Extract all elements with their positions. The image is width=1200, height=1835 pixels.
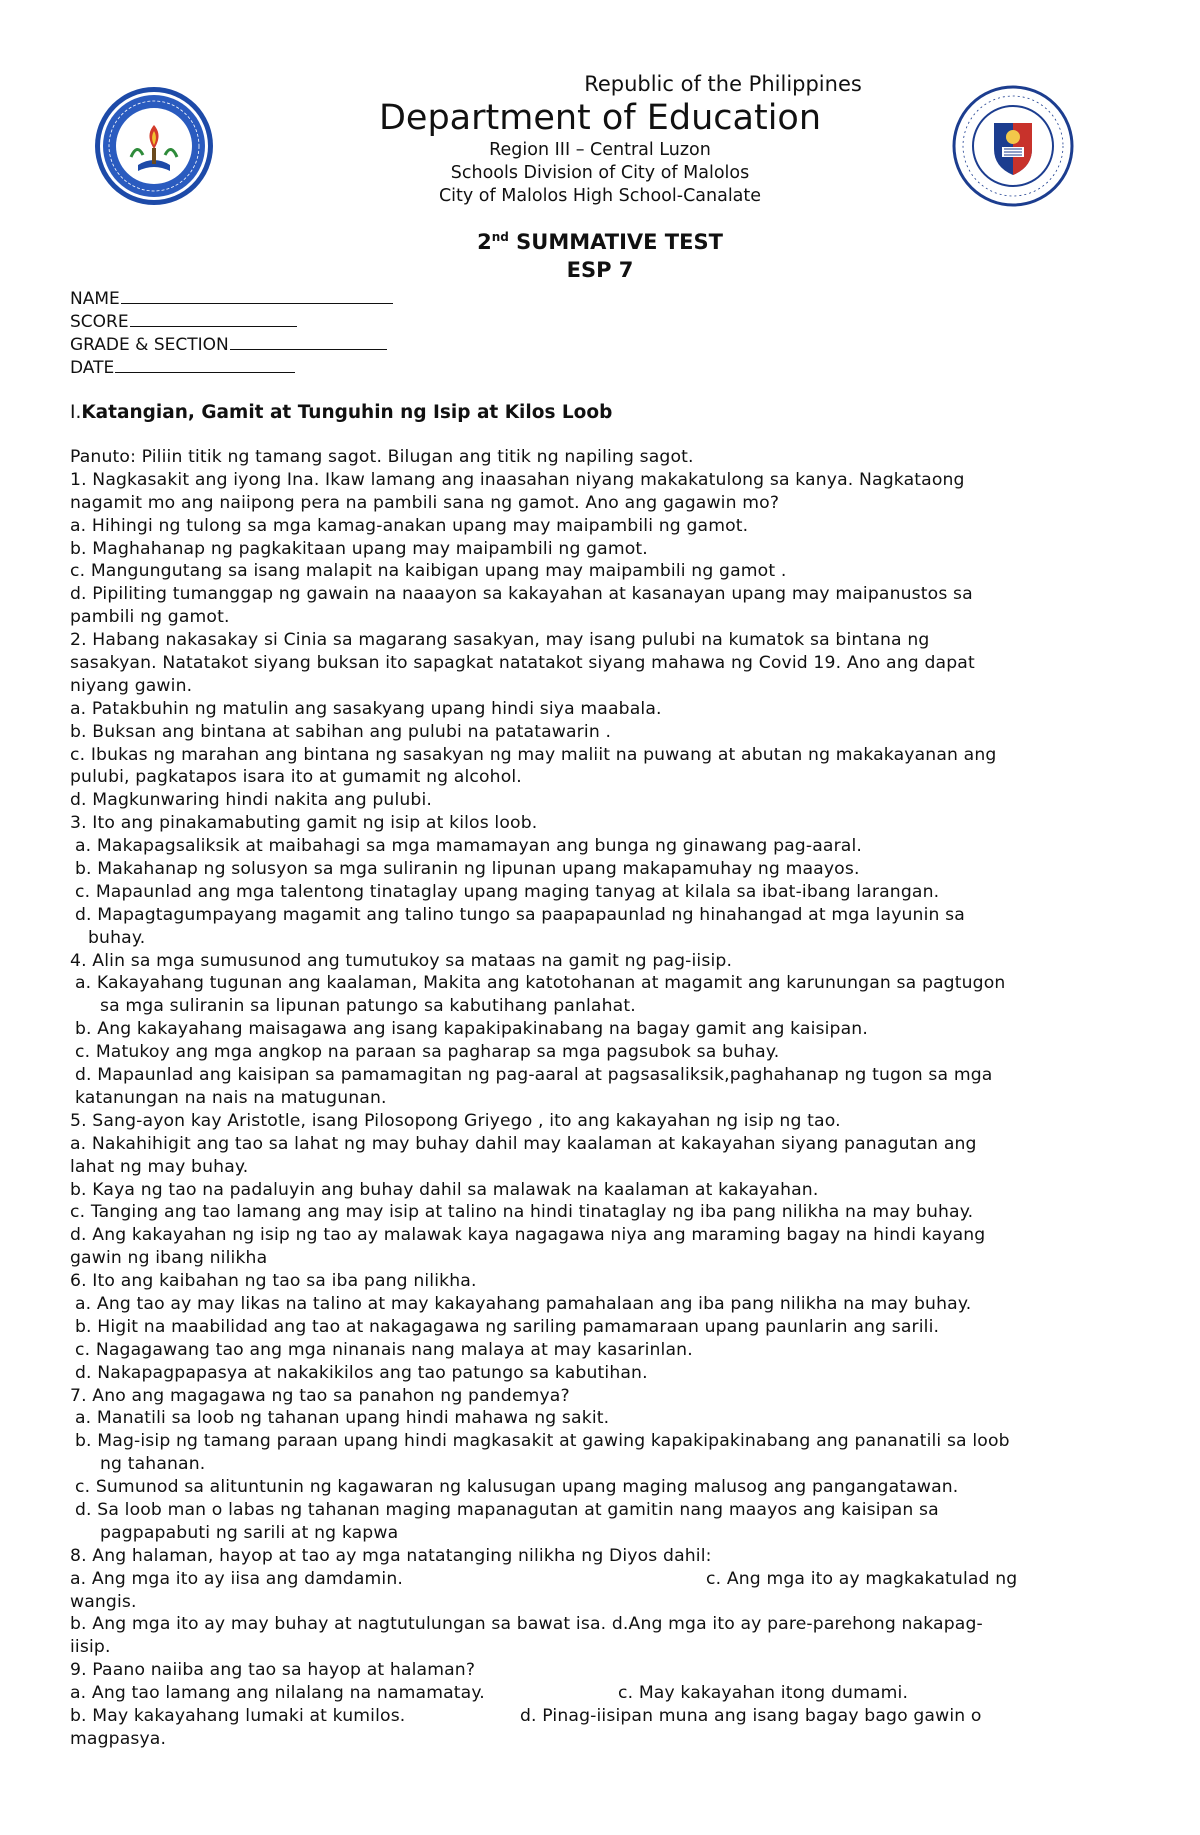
line-text: lahat ng may buhay. — [70, 1156, 249, 1177]
text-line — [70, 1224, 1130, 1247]
line-text: d. Mapagtagumpayang magamit ang talino tungo sa paapapaunlad ng hinahangad at mga layunin sa — [75, 904, 965, 925]
line-text: b. Ang mga ito ay may buhay at nagtutulungan sa bawat isa. d.Ang mga ito ay pare-parehong nakapag- — [70, 1614, 983, 1635]
deped-seal-logo — [952, 85, 1074, 207]
text-line — [70, 1385, 1130, 1408]
line-text: 5. Sang-ayon kay Aristotle, isang Pilosopong Griyego , ito ang kakayahan ng isip ng tao. — [70, 1110, 841, 1131]
text-line — [70, 1018, 1130, 1041]
line-text-column-b: d. Pinag-iisipan muna ang isang bagay bago gawin o — [520, 1705, 982, 1726]
department-heading: Department of Education — [378, 98, 822, 138]
grade-section-field[interactable] — [70, 333, 387, 355]
text-line — [70, 1636, 1130, 1659]
text-line — [70, 721, 1130, 744]
text-line — [70, 1613, 1130, 1636]
text-line — [70, 1087, 1130, 1110]
text-line — [70, 766, 1130, 789]
line-text: 1. Nagkasakit ang iyong Ina. Ikaw lamang ang inaasahan niyang makakatulong sa kanya. Nagkataong — [70, 469, 965, 490]
text-line — [70, 1499, 1130, 1522]
text-line — [70, 972, 1130, 995]
line-text: c. Ibukas ng marahan ang bintana ng sasakyan ng may maliit na puwang at abutan ng makakayanan ang — [70, 744, 997, 765]
line-text: Panuto: Piliin titik ng tamang sagot. Bilugan ang titik ng napiling sagot. — [70, 447, 694, 467]
text-line — [70, 1453, 1130, 1476]
line-text: c. Sumunod sa alituntunin ng kagawaran ng kalusugan upang maging malusog ang pangangatawan. — [75, 1477, 959, 1498]
line-text: b. Maghahanap ng pagkakitaan upang may maipambili ng gamot. — [70, 538, 648, 559]
line-text: a. Ang tao ay may likas na talino at may kakayahang pamahalaan ang iba pang nilikha na may buhay. — [75, 1293, 972, 1314]
text-line — [70, 1156, 1130, 1179]
text-line — [70, 904, 1130, 927]
text-line — [70, 1293, 1130, 1316]
text-line — [70, 789, 1130, 812]
line-text: d. Nakapagpapasya at nakakikilos ang tao patungo sa kabutihan. — [75, 1362, 648, 1383]
text-line — [70, 1430, 1130, 1453]
text-line — [70, 1728, 1130, 1751]
date-label: DATE — [70, 358, 115, 378]
line-text: a. Makapagsaliksik at maibahagi sa mga mamamayan ang bunga ng ginawang pag-aaral. — [75, 836, 863, 857]
line-text: magpasya. — [70, 1728, 167, 1749]
line-text: c. Mangungutang sa isang malapit na kaibigan upang may maipambili ng gamot . — [70, 561, 787, 582]
text-line — [70, 446, 1130, 469]
text-line — [70, 583, 1130, 606]
line-text: sasakyan. Natatakot siyang buksan ito sapagkat natatakot siyang mahawa ng Covid 19. Ano ang dapat — [70, 653, 975, 674]
text-line — [70, 1659, 1130, 1682]
score-label: SCORE — [70, 312, 129, 332]
republic-heading: Republic of the Philippines — [584, 72, 862, 96]
test-title-number: 2 — [477, 230, 492, 254]
line-text-column-b: c. Ang mga ito ay magkakatulad ng — [706, 1568, 1018, 1589]
text-line — [70, 1041, 1130, 1064]
division-line: Schools Division of City of Malolos — [450, 163, 750, 183]
line-text: 3. Ito ang pinakamabuting gamit ng isip at kilos loob. — [70, 813, 538, 834]
grade-section-label: GRADE & SECTION — [70, 335, 229, 355]
school-line: City of Malolos High School-Canalate — [438, 186, 762, 206]
line-text: d. Magkunwaring hindi nakita ang pulubi. — [70, 790, 433, 811]
text-line — [70, 1316, 1130, 1339]
text-line — [70, 995, 1130, 1018]
text-line — [70, 560, 1130, 583]
text-line — [70, 629, 1130, 652]
date-blank[interactable] — [115, 356, 295, 373]
score-field[interactable] — [70, 310, 297, 332]
text-line — [70, 1339, 1130, 1362]
questions-body — [70, 446, 1130, 1751]
section-heading — [70, 402, 612, 423]
line-text: sa mga suliranin sa lipunan patungo sa kabutihang panlahat. — [100, 996, 636, 1017]
text-line — [70, 675, 1130, 698]
line-text: ng tahanan. — [100, 1454, 206, 1475]
line-text: c. Tanging ang tao lamang ang may isip at talino na hindi tinataglay ng iba pang nilikha na may buhay. — [70, 1202, 974, 1223]
line-text: pulubi, pagkatapos isara ito at gumamit ng alcohol. — [70, 767, 522, 788]
text-line — [70, 1179, 1130, 1202]
line-text: katanungan na nais na matugunan. — [75, 1087, 387, 1108]
text-line — [70, 538, 1130, 561]
text-line — [70, 812, 1130, 835]
line-text: b. Ang kakayahang maisagawa ang isang kapakipakinabang na bagay gamit ang kaisipan. — [75, 1019, 868, 1040]
text-line — [70, 698, 1130, 721]
line-text: a. Ang tao lamang ang nilalang na namamatay. — [70, 1683, 485, 1704]
line-text: pagpapabuti ng sarili at ng kapwa — [100, 1522, 399, 1543]
text-line — [70, 881, 1130, 904]
line-text: gawin ng ibang nilikha — [70, 1248, 268, 1269]
line-text: c. Nagagawang tao ang mga ninanais nang malaya at may kasarinlan. — [75, 1339, 693, 1360]
line-text: wangis. — [70, 1591, 137, 1612]
text-line — [70, 950, 1130, 973]
score-blank[interactable] — [130, 310, 297, 327]
line-text: pambili ng gamot. — [70, 607, 230, 628]
line-text: b. Kaya ng tao na padaluyin ang buhay dahil sa malawak na kaalaman at kakayahan. — [70, 1179, 819, 1200]
test-title-sup: nd — [491, 230, 509, 244]
line-text: a. Patakbuhin ng matulin ang sasakyang upang hindi siya maabala. — [70, 698, 662, 719]
text-line — [70, 606, 1130, 629]
line-text: d. Sa loob man o labas ng tahanan maging mapanagutan at gamitin nang maayos ang kaisipan sa — [75, 1499, 939, 1520]
line-text: b. May kakayahang lumaki at kumilos. — [70, 1705, 406, 1726]
line-text: a. Hihingi ng tulong sa mga kamag-anakan upang may maipambili ng gamot. — [70, 515, 749, 536]
grade-section-blank[interactable] — [230, 333, 387, 350]
line-text: 2. Habang nakasakay si Cinia sa magarang sasakyan, may isang pulubi na kumatok sa bintana ng — [70, 630, 930, 651]
text-line — [70, 1110, 1130, 1133]
subject-title: ESP 7 — [566, 258, 634, 282]
line-text: 6. Ito ang kaibahan ng tao sa iba pang nilikha. — [70, 1271, 477, 1292]
test-title-rest: SUMMATIVE TEST — [508, 230, 723, 254]
text-line — [70, 1545, 1130, 1568]
line-text: b. Buksan ang bintana at sabihan ang pulubi na patatawarin . — [70, 721, 612, 742]
section-title: Katangian, Gamit at Tunguhin ng Isip at Kilos Loob — [81, 402, 613, 423]
text-line — [70, 1362, 1130, 1385]
line-text: 4. Alin sa mga sumusunod ang tumutukoy sa mataas na gamit ng pag-iisip. — [70, 950, 733, 971]
text-line — [70, 1201, 1130, 1224]
text-line — [70, 927, 1130, 950]
text-line — [70, 1568, 1130, 1591]
line-text: 8. Ang halaman, hayop at tao ay mga natatanging nilikha ng Diyos dahil: — [70, 1545, 712, 1566]
line-text: b. Makahanap ng solusyon sa mga suliranin ng lipunan upang makapamuhay ng maayos. — [75, 859, 860, 880]
line-text: a. Nakahihigit ang tao sa lahat ng may buhay dahil may kaalaman at kakayahan siyang panagutan ang — [70, 1133, 977, 1154]
line-text: b. Mag-isip ng tamang paraan upang hindi magkasakit at gawing kapakipakinabang ang pananatili sa loob — [75, 1431, 1010, 1452]
line-text: 7. Ano ang magagawa ng tao sa panahon ng pandemya? — [70, 1385, 570, 1406]
text-line — [70, 1476, 1130, 1499]
school-seal-logo — [93, 85, 215, 207]
text-line — [70, 492, 1130, 515]
line-text: c. Mapaunlad ang mga talentong tinataglay upang maging tanyag at kilala sa ibat-ibang larangan. — [75, 881, 940, 902]
text-line — [70, 515, 1130, 538]
text-line — [70, 835, 1130, 858]
region-line: Region III – Central Luzon — [489, 140, 711, 160]
name-field[interactable] — [70, 287, 393, 309]
text-line — [70, 1682, 1130, 1705]
line-text-column-b: c. May kakayahan itong dumami. — [618, 1683, 909, 1704]
text-line — [70, 1133, 1130, 1156]
text-line — [70, 1407, 1130, 1430]
line-text: 9. Paano naiiba ang tao sa hayop at halaman? — [70, 1660, 476, 1681]
text-line — [70, 1522, 1130, 1545]
text-line — [70, 744, 1130, 767]
line-text: b. Higit na maabilidad ang tao at nakagagawa ng sariling pamamaraan upang paunlarin ang sarili. — [75, 1316, 940, 1337]
date-field[interactable] — [70, 356, 295, 378]
text-line — [70, 1064, 1130, 1087]
test-title — [350, 230, 850, 254]
line-text: buhay. — [88, 927, 146, 948]
name-label: NAME — [70, 289, 120, 309]
text-line — [70, 1705, 1130, 1728]
line-text: d. Ang kakayahan ng isip ng tao ay malawak kaya nagagawa niya ang maraming bagay na hindi kayang — [70, 1225, 986, 1246]
line-text: niyang gawin. — [70, 675, 193, 696]
line-text: c. Matukoy ang mga angkop na paraan sa pagharap sa mga pagsubok sa buhay. — [75, 1042, 780, 1063]
line-text: a. Kakayahang tugunan ang kaalaman, Makita ang katotohanan at magamit ang karunungan sa pagtugon — [75, 973, 1006, 994]
text-line — [70, 1270, 1130, 1293]
section-roman: I. — [70, 402, 82, 423]
line-text: iisip. — [70, 1637, 111, 1658]
line-text: a. Manatili sa loob ng tahanan upang hindi mahawa ng sakit. — [75, 1408, 610, 1429]
line-text: a. Ang mga ito ay iisa ang damdamin. — [70, 1568, 403, 1589]
text-line — [70, 1247, 1130, 1270]
text-line — [70, 652, 1130, 675]
line-text: d. Mapaunlad ang kaisipan sa pamamagitan ng pag-aaral at pagsasaliksik,paghahanap ng tugon sa mga — [75, 1065, 993, 1086]
line-text: d. Pipiliting tumanggap ng gawain na naaayon sa kakayahan at kasanayan upang may maipanustos sa — [70, 584, 973, 605]
text-line — [70, 858, 1130, 881]
text-line — [70, 1591, 1130, 1614]
line-text: nagamit mo ang naiipong pera na pambili sana ng gamot. Ano ang gagawin mo? — [70, 492, 780, 513]
name-blank[interactable] — [121, 287, 393, 304]
text-line — [70, 469, 1130, 492]
